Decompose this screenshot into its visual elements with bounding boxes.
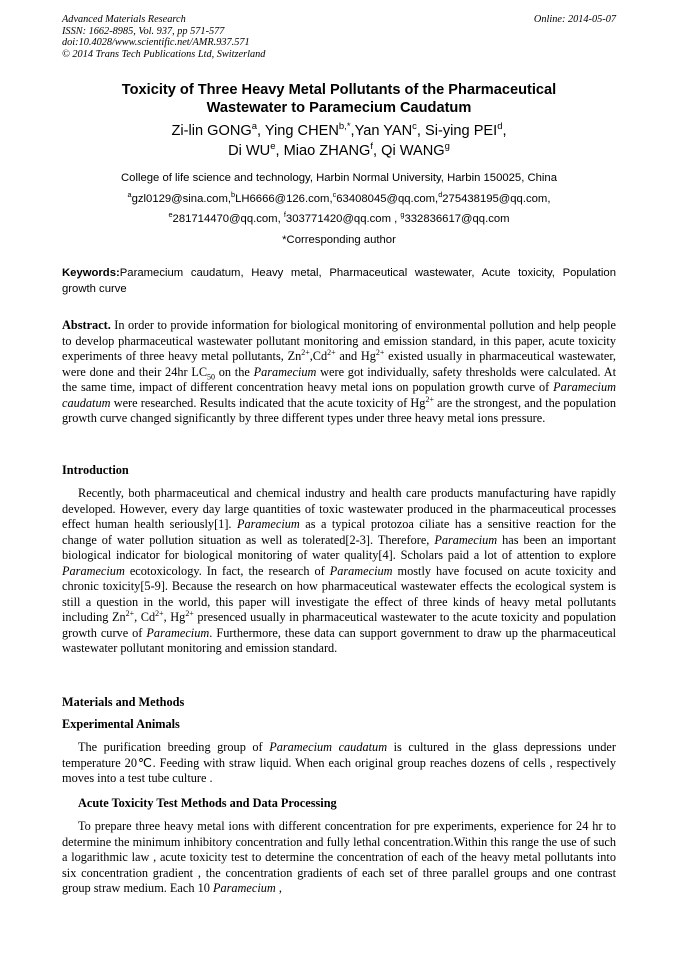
email-superscript: g xyxy=(400,210,405,220)
intro-text: , Hg xyxy=(163,610,186,624)
copyright-line: © 2014 Trans Tech Publications Ltd, Switzerland xyxy=(62,48,266,60)
superscript: 2+ xyxy=(327,347,336,357)
experimental-animals-heading: Experimental Animals xyxy=(62,717,180,731)
superscript: 2+ xyxy=(425,394,434,404)
abstract-text: are the strongest, and the population growth curve changed significantly by three different types under three heavy metal ions pressure. xyxy=(62,395,616,425)
abstract-text: were got individually, safety thresholds were calculated. At the same time, impact of different concentration heavy metal ions on population growth curve of xyxy=(62,364,616,394)
email-superscript: a xyxy=(127,189,132,199)
experimental-animals-paragraph xyxy=(62,740,616,787)
abstract-text: In order to provide information for biological monitoring of environmental pollution and help people to develop pharmaceutical wastewater pollutant monitoring and emission standard, in this paper, acute toxicity experiments of three heavy metal pollutants, Zn xyxy=(62,318,616,363)
author-superscript: d xyxy=(497,121,503,133)
email-superscript: c xyxy=(332,189,337,199)
email: 303771420@qq.com , xyxy=(285,213,401,225)
email: 332836617@qq.com xyxy=(404,213,510,225)
author-name: ,Yan YAN xyxy=(350,123,413,139)
abstract-text: were researched. Results indicated that the acute toxicity of Hg xyxy=(110,395,426,410)
intro-text: presenced usually in pharmaceutical wastewater to the acute toxicity and population growth curve of xyxy=(62,610,616,640)
introduction-heading: Introduction xyxy=(62,463,129,477)
superscript: 2+ xyxy=(375,347,385,357)
introduction-paragraph xyxy=(62,486,616,657)
journal-name: Advanced Materials Research xyxy=(62,14,186,25)
intro-text: has been an important biological indicator for biological monitoring of water quality[4]. Scholars paid a lot of attention to explore xyxy=(62,532,616,562)
email: 63408045@qq.com, xyxy=(336,192,439,205)
author-superscript: e xyxy=(270,141,276,153)
email: 281714470@qq.com, xyxy=(172,213,284,225)
superscript: 2+ xyxy=(155,608,164,618)
abstract-text: on the xyxy=(215,364,254,379)
superscript: 2+ xyxy=(301,347,310,357)
author-name: , Si-ying PEI xyxy=(416,123,498,139)
species-name: Paramecium xyxy=(236,517,300,531)
acute-toxicity-heading: Acute Toxicity Test Methods and Data Processing xyxy=(78,796,337,810)
acute-toxicity-paragraph xyxy=(62,819,616,897)
keywords-label: Keywords: xyxy=(62,267,120,279)
author-name: , Ying CHEN xyxy=(256,123,339,139)
superscript: 2+ xyxy=(125,608,135,618)
author-superscript: f xyxy=(370,141,374,153)
species-name: Paramecium caudatum xyxy=(269,740,388,754)
author-superscript: c xyxy=(412,121,417,133)
species-name: Paramecium xyxy=(329,563,393,578)
journal-header xyxy=(62,14,265,60)
keywords xyxy=(62,266,616,297)
author-line-2 xyxy=(62,141,616,161)
email: LH6666@126.com, xyxy=(235,192,333,205)
email-superscript: e xyxy=(168,210,173,220)
species-name: Paramecium xyxy=(62,563,125,578)
species-name: Paramecium xyxy=(434,532,498,547)
keywords-text: Paramecium caudatum, Heavy metal, Pharmaceutical wastewater, Acute toxicity, Population growth curve xyxy=(62,267,616,295)
abstract xyxy=(62,318,616,427)
intro-text: as a typical protozoa ciliate has a sensitive reaction for the change of water pollution situation as well as tolerated[2-3]. Therefore, xyxy=(62,517,616,547)
author-superscript: b,* xyxy=(338,121,351,133)
species-name: Paramecium xyxy=(212,881,276,895)
doi-line: doi:10.4028/www.scientific.net/AMR.937.571 xyxy=(62,37,250,49)
methods-text: , xyxy=(275,881,282,895)
methods-text: is cultured in the glass depressions under temperature 20℃. Feeding with straw liquid. When each original group reaches dozens of cells , respectively moves into a test tube culture . xyxy=(62,740,616,785)
email-superscript: d xyxy=(438,189,443,199)
title-line-1: Toxicity of Three Heavy Metal Pollutants of the Pharmaceutical xyxy=(121,82,557,98)
methods-heading: Materials and Methods xyxy=(62,695,185,709)
author-list xyxy=(62,121,616,161)
abstract-text: and Hg xyxy=(335,349,376,363)
species-name: Paramecium caudatum xyxy=(62,380,616,410)
email: gzl0129@sina.com, xyxy=(131,192,231,205)
author-superscript: g xyxy=(444,141,450,153)
corresponding-author: *Corresponding author xyxy=(282,233,396,246)
email-line-2 xyxy=(62,209,616,230)
email: 275438195@qq.com, xyxy=(442,192,551,205)
species-name: Paramecium xyxy=(146,625,210,640)
species-name: Paramecium xyxy=(253,364,317,379)
author-name: Di WU xyxy=(228,143,271,159)
author-name: , Miao ZHANG xyxy=(275,143,371,159)
intro-text: Recently, both pharmaceutical and chemical industry and health care products manufacturing have rapidly developed. However, every day large quantities of toxic wastewater produced in the pharmaceutical processes effect human health seriously[1]. xyxy=(62,486,616,531)
author-superscript: a xyxy=(251,121,257,133)
methods-text: To prepare three heavy metal ions with different concentration for pre experiments, experience for 24 hr to determine the minimum inhibitory concentration and fully lethal concentration.Within this range the use of such a logarithmic law , acute toxicity test to determine the concentration of each of the heavy metal pollutants into six concentration gradient , the concentration gradients of each set of three parallel groups and one contrast group straw medium. Each 10 xyxy=(62,819,616,895)
author-name: Zi-lin GONG xyxy=(171,123,252,139)
paper-title xyxy=(62,82,616,117)
email-line-1 xyxy=(62,189,616,210)
superscript: 2+ xyxy=(185,608,194,618)
issn-line: ISSN: 1662-8985, Vol. 937, pp 571-577 xyxy=(62,25,225,37)
intro-text: , Cd xyxy=(134,610,156,624)
affiliation-block xyxy=(62,168,616,250)
online-date: Online: 2014-05-07 xyxy=(533,14,616,25)
institution: College of life science and technology, Harbin Normal University, Harbin 150025, China xyxy=(121,172,557,184)
title-line-2: Wastewater to Paramecium Caudatum xyxy=(206,99,472,116)
email-superscript: f xyxy=(283,210,286,220)
intro-text: mostly have focused on acute toxicity and chronic toxicity[5-9]. Because the research on how pharmaceutical wastewater effects the ecological system is still a question in the world, this paper will investigate the effect of three kinds of heavy metal pollutants including Zn xyxy=(62,563,616,624)
author-line-1 xyxy=(62,121,616,141)
intro-text: . Furthermore, these data can support government to draw up the pharmaceutical wastewater pollutant monitoring and emission standard. xyxy=(62,625,616,655)
abstract-text: ,Cd xyxy=(309,349,328,363)
methods-text: The purification breeding group of xyxy=(78,740,270,754)
abstract-label: Abstract. xyxy=(62,318,111,332)
author-name: , Qi WANG xyxy=(373,143,445,159)
abstract-text: existed usually in pharmaceutical wastewater, were done and their 24hr LC xyxy=(62,349,616,379)
intro-text: ecotoxicology. In fact, the research of xyxy=(124,563,330,578)
subscript: 50 xyxy=(207,371,216,381)
email-superscript: b xyxy=(231,189,236,199)
author-separator: , xyxy=(502,123,507,139)
